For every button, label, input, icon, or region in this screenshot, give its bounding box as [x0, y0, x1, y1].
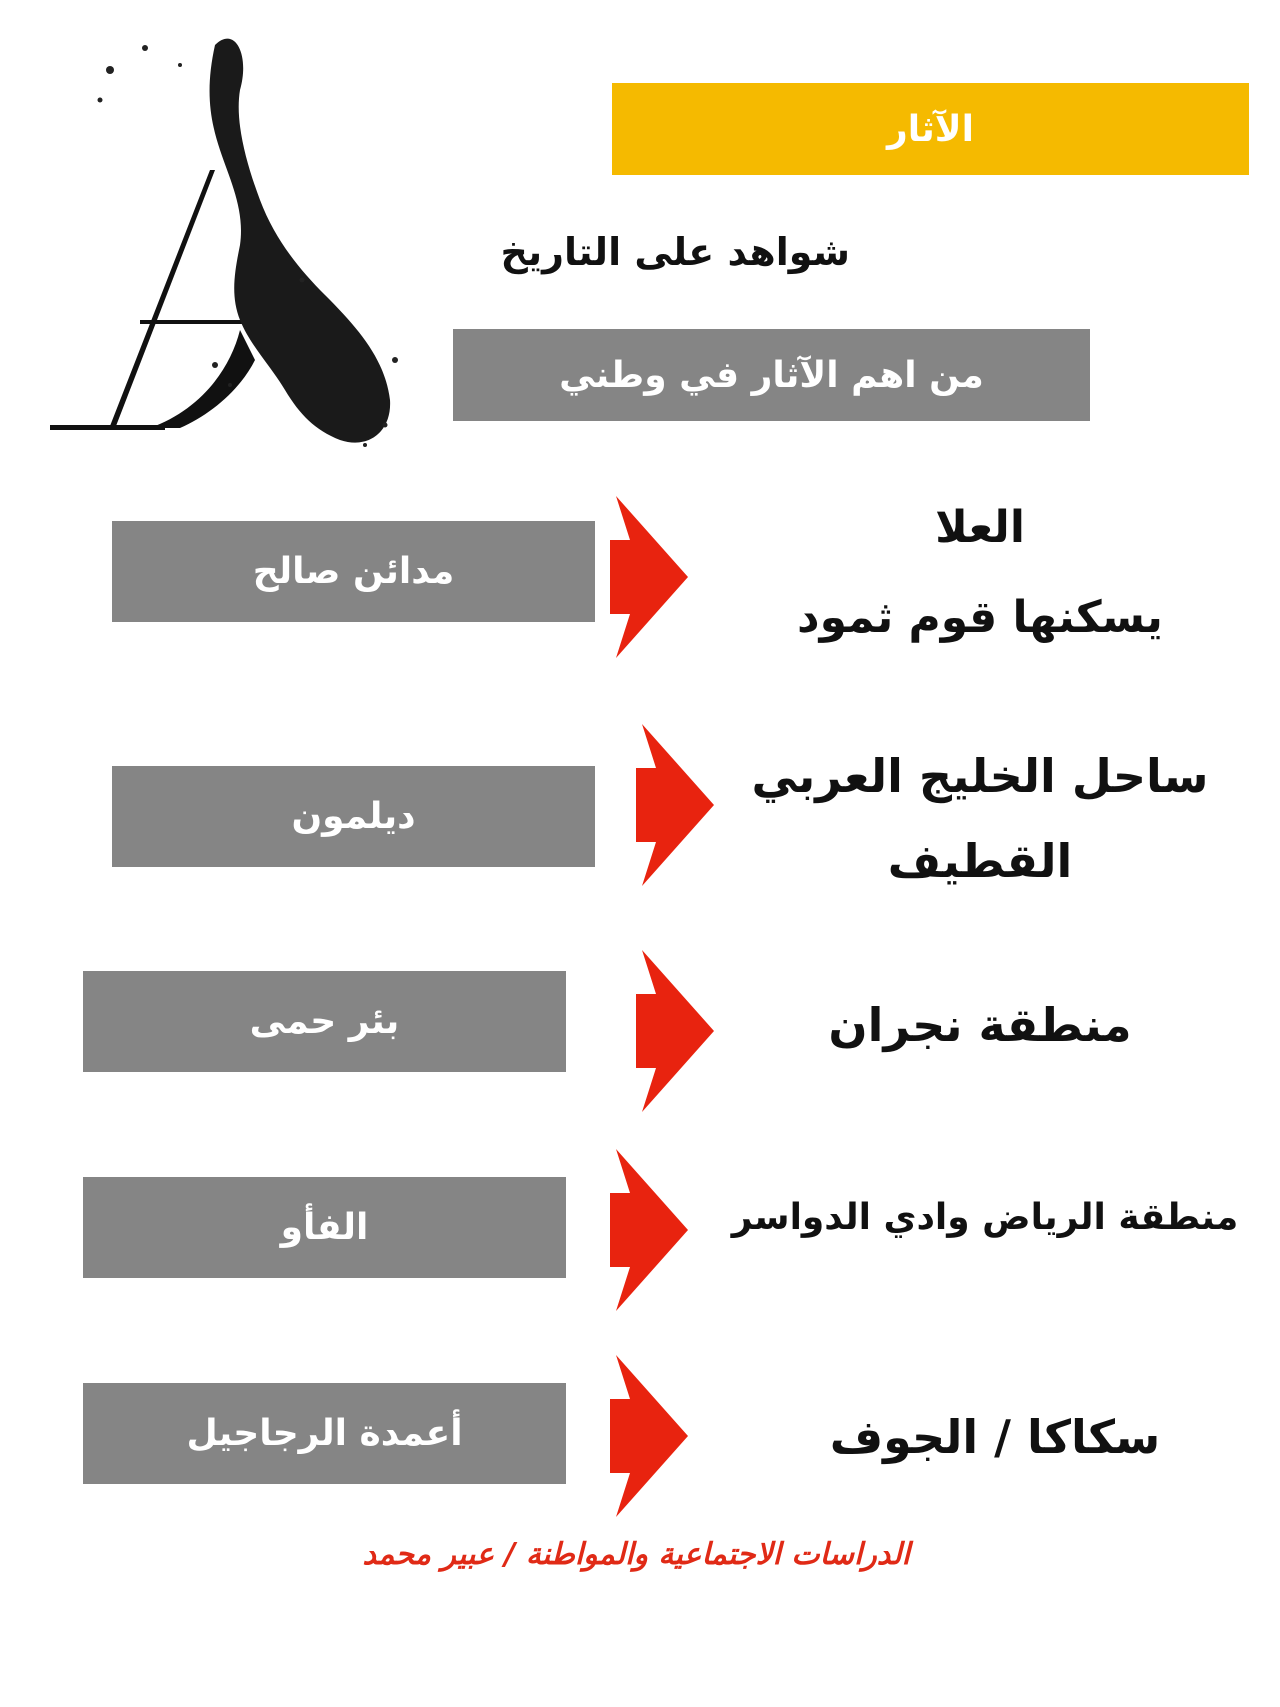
site-box-row-2: ديلمون	[112, 766, 595, 867]
region-row-2-line-1: ساحل الخليج العربي	[751, 749, 1209, 803]
page-title: الآثار	[612, 83, 1249, 175]
intro-banner: من اهم الآثار في وطني	[453, 329, 1090, 421]
region-row-1-line-1: العلا	[935, 502, 1025, 553]
region-row-2-line-2: القطيف	[887, 834, 1073, 888]
chevron-arrow-right-icon	[610, 496, 688, 658]
page-subtitle: شواهد على التاريخ	[500, 230, 850, 274]
chevron-arrow-right-icon	[636, 950, 714, 1112]
chevron-arrow-right-icon	[636, 724, 714, 886]
site-box-row-1: مدائن صالح	[112, 521, 595, 622]
site-box-row-5: أعمدة الرجاجيل	[83, 1383, 566, 1484]
region-row-4-line-1: منطقة الرياض وادي الدواسر	[731, 1197, 1239, 1238]
region-row-1-line-2: يسكنها قوم ثمود	[797, 592, 1163, 643]
region-row-3-line-1: منطقة نجران	[828, 998, 1132, 1052]
site-box-row-3: بئر حمى	[83, 971, 566, 1072]
chevron-arrow-right-icon	[610, 1149, 688, 1311]
chevron-arrow-right-icon	[610, 1355, 688, 1517]
footer-credit: الدراسات الاجتماعية والمواطنة / عبير محمد	[362, 1537, 910, 1572]
region-row-5-line-1: سكاكا / الجوف	[829, 1410, 1161, 1464]
ink-splash-letter-a-icon	[40, 30, 420, 450]
site-box-row-4: الفأو	[83, 1177, 566, 1278]
